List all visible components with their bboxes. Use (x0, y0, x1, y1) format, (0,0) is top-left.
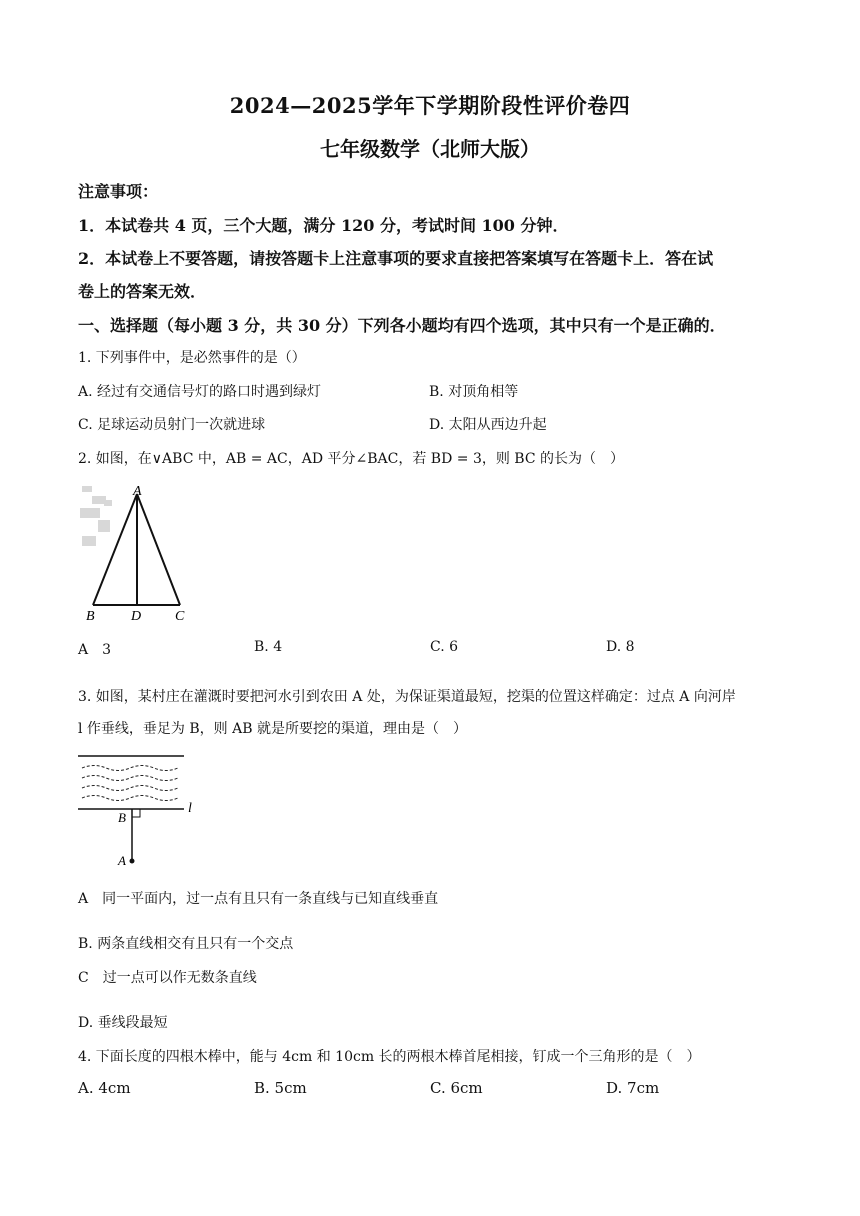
q4-option-d: D. 7cm (606, 1079, 660, 1097)
q3-stem-line-1: 3. 如图，某村庄在灌溉时要把河水引到农田 A 处，为保证渠道最短，挖渠的位置这样确定：过点 A 向河岸 (78, 689, 736, 705)
q2-option-d: D. 8 (606, 639, 635, 655)
q4-stem: 4. 下面长度的四根木棒中，能与 4cm 和 10cm 长的两根木棒首尾相接，钉成一个三角形的是（ ） (78, 1049, 701, 1065)
q1-option-a: A. 经过有交通信号灯的路口时遇到绿灯 (78, 384, 322, 400)
q3-option-b: B. 两条直线相交有且只有一个交点 (78, 936, 294, 952)
q3-stem-line-2: l 作垂线，垂足为 B，则 AB 就是所要挖的渠道，理由是（ ） (78, 721, 467, 737)
q2-stem: 2. 如图，在∨ABC 中，AB = AC，AD 平分∠BAC，若 BD = 3，则 BC 的长为（ ） (78, 451, 625, 467)
exam-subtitle: 七年级数学（北师大版） (320, 137, 540, 161)
exam-title: 2024—2025学年下学期阶段性评价卷四 (229, 93, 631, 118)
q2-option-b: B. 4 (254, 639, 283, 655)
notice-item-1: 1．本试卷共 4 页，三个大题，满分 120 分，考试时间 100 分钟． (78, 216, 569, 235)
q1-option-b: B. 对顶角相等 (429, 384, 519, 400)
q1-stem: 1. 下列事件中，是必然事件的是（） (78, 350, 306, 366)
q3-option-a: A 同一平面内，过一点有且只有一条直线与已知直线垂直 (78, 891, 439, 907)
q3-label-a: A (118, 853, 126, 868)
section-1-heading: 一、选择题（每小题 3 分，共 30 分）下列各小题均有四个选项，其中只有一个是正确的． (78, 316, 726, 335)
q2-option-c: C. 6 (430, 639, 459, 655)
notice-item-2-line-2: 卷上的答案无效． (78, 282, 207, 301)
q2-label-d: D (131, 609, 142, 624)
q4-option-b: B. 5cm (254, 1079, 307, 1097)
q2-label-b: B (86, 609, 95, 624)
q3-label-b: B (118, 810, 126, 825)
q2-option-a: A 3 (78, 642, 112, 658)
q2-label-a: A (133, 484, 142, 499)
q2-triangle-figure (78, 480, 198, 625)
q4-option-a: A. 4cm (78, 1079, 131, 1097)
q1-option-c: C. 足球运动员射门一次就进球 (78, 417, 266, 433)
q3-option-d: D. 垂线段最短 (78, 1015, 168, 1031)
notice-heading: 注意事项： (78, 182, 159, 201)
q4-option-c: C. 6cm (430, 1079, 483, 1097)
q1-option-d: D. 太阳从西边升起 (429, 417, 547, 433)
notice-item-2-line-1: 2．本试卷上不要答题，请按答题卡上注意事项的要求直接把答案填写在答题卡上．答在试 (78, 249, 714, 268)
q3-river-figure (78, 748, 208, 873)
q3-option-c: C 过一点可以作无数条直线 (78, 970, 257, 986)
q2-label-c: C (175, 609, 185, 624)
q3-label-l: l (188, 801, 192, 816)
